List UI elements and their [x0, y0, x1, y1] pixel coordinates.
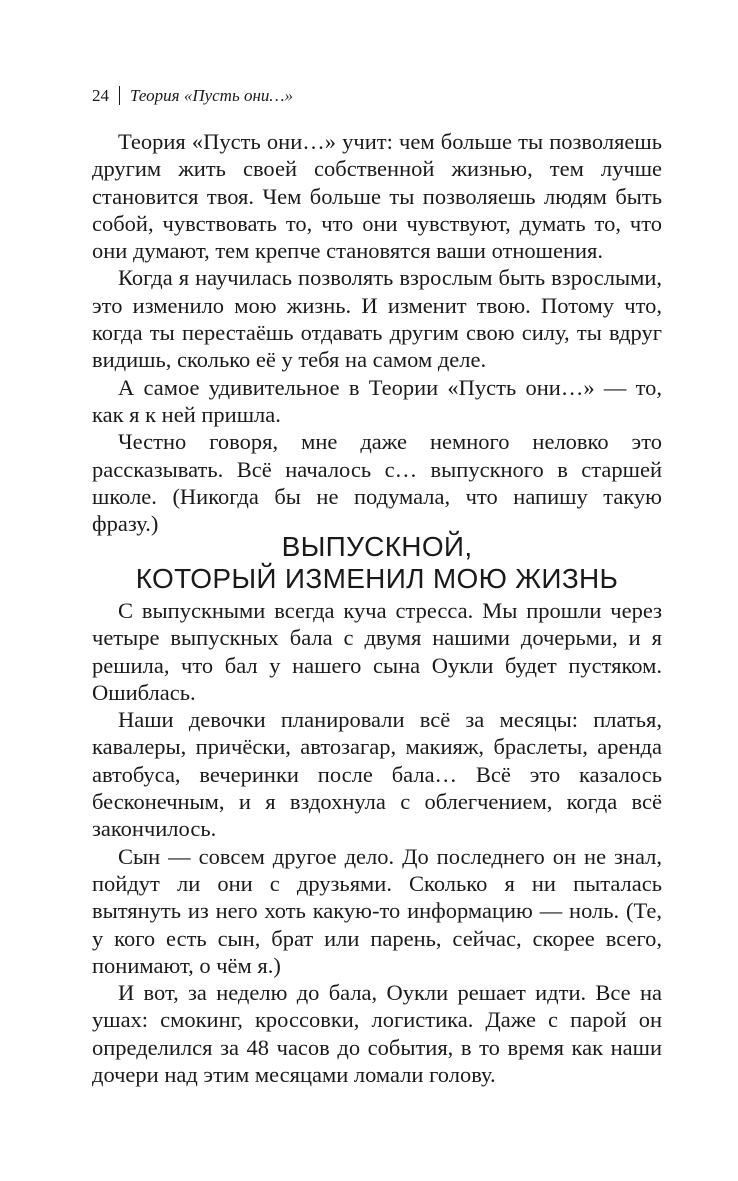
paragraph: Наши девочки планировали всё за месяцы: платья, кавалеры, причёски, автозагар, макияж, браслеты, аренда автобуса, вечеринки после бала… Всё это казалось бесконечным, и я вздохнула с облегчением, когда всё закончилось.	[92, 707, 662, 842]
paragraph: Когда я научилась позволять взрослым быть взрослыми, это изменило мою жизнь. И изменит твою. Потому что, когда ты перестаёшь отдавать другим свою силу, ты вдруг видишь, сколько её у тебя на самом деле.	[92, 265, 662, 373]
section-heading-line-1: ВЫПУСКНОЙ,	[281, 531, 473, 562]
paragraph: С выпускными всегда куча стресса. Мы прошли через четыре выпускных бала с двумя нашими дочерьми, и я решила, что бал у нашего сына Оукли будет пустяком. Ошиблась.	[92, 598, 662, 705]
paragraph: Сын — совсем другое дело. До последнего он не знал, пойдут ли они с друзьями. Сколько я ни пыталась вытянуть из него хоть какую-то информацию — ноль. (Те, у кого есть сын, брат или парень, сейчас, скорее всего, понимают, о чём я.)	[92, 843, 662, 978]
paragraph: Теория «Пусть они…» учит: чем больше ты позволяешь другим жить своей собственной жизнью, тем лучше становится твоя. Чем больше ты позволяешь людям быть собой, чувствовать то, что они чувствуют, думать то, что они думают, тем крепче становятся ваши отношения.	[92, 129, 662, 264]
paragraph: И вот, за неделю до бала, Оукли решает идти. Все на ушах: смокинг, кроссовки, логистика. Даже с парой он определился за 48 часов до события, в то время как наши дочери над этим месяцами ломали голову.	[92, 980, 662, 1088]
header-divider	[119, 86, 120, 105]
paragraph: Честно говоря, мне даже немного неловко это рассказывать. Всё началось с… выпускного в старшей школе. (Никогда бы не подумала, что напишу такую фразу.)	[92, 429, 662, 537]
intro-text	[92, 128, 662, 537]
running-title: Теория «Пусть они…»	[130, 86, 293, 105]
page-number: 24	[92, 86, 109, 105]
section-heading	[92, 531, 662, 595]
paragraph: А самое удивительное в Теории «Пусть они…» — то, как я к ней пришла.	[92, 374, 662, 427]
section-heading-line-2: КОТОРЫЙ ИЗМЕНИЛ МОЮ ЖИЗНЬ	[135, 563, 619, 594]
running-head	[92, 86, 293, 106]
section-text	[92, 597, 662, 1088]
